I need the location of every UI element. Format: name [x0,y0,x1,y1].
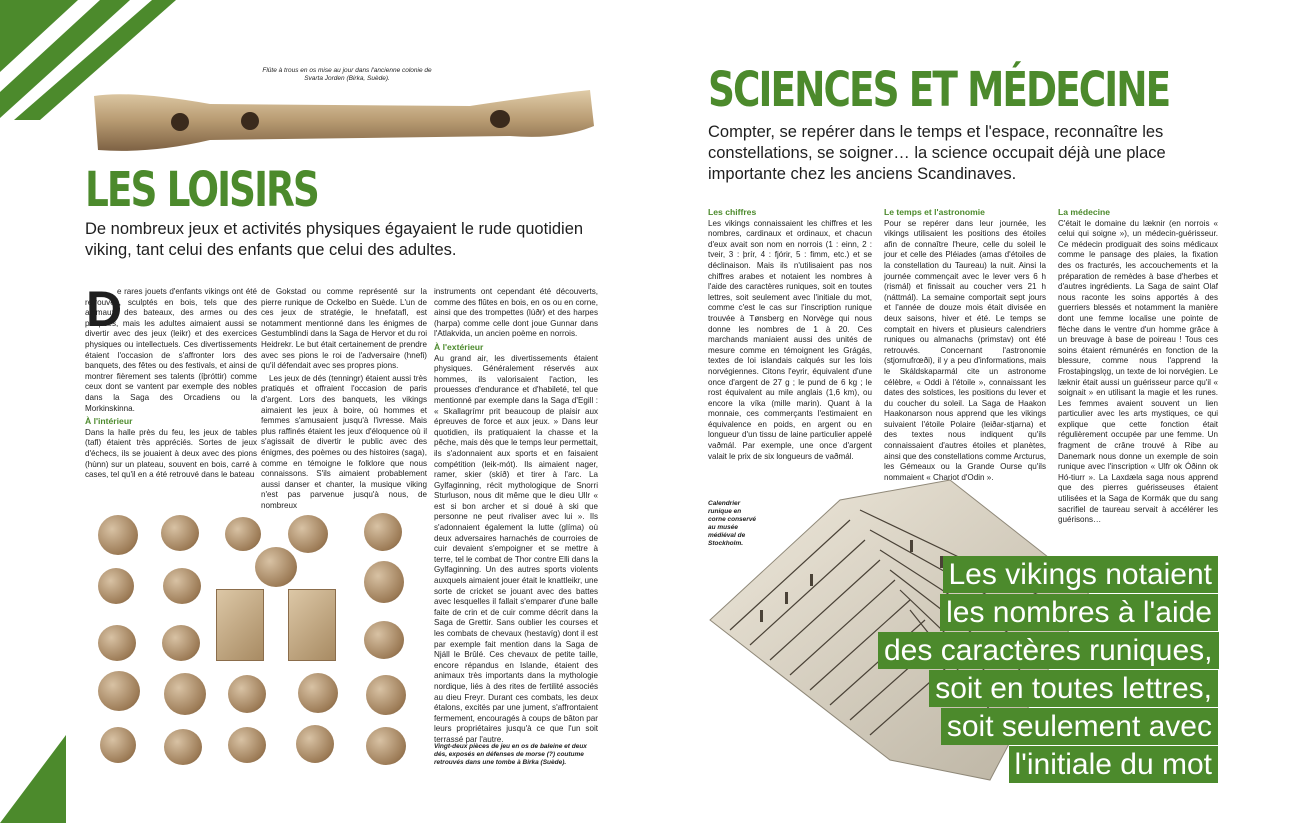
flute-caption: Flûte à trous en os mise au jour dans l'ancienne colonie de Svarta Jorden (Birka, Suède). [262,67,432,82]
bone-flute-image [90,86,595,158]
quote-line-2: les nombres à l'aide [940,594,1218,631]
calendar-caption: Calendrier runique en corne conservé au musée médiéval de Stockholm. [708,500,757,547]
medecine-text: C'était le domaine du læknir (en norrois « celui qui soigne »), un médecin-guérisseur. Ce médecin prodiguait des soins médicaux comme le pansage des plaies, la fixation des os fracturés, les accouchements et la préparation de remèdes à base d'herbes et d'autres ingrédients. La Saga de saint Olaf nous raconte les soins apportés à des guerriers blessés et notamment la manière dont une femme localise une pointe de flèche dans le ventre d'un homme grâce à un breuvage à base de poireau ! Tous ces soins étaient rémunérés en fonction de la blessure, comme nous l'apprend la Frostaþingslǫg, un texte de loi norvégien. Le læknir était aussi un guérisseur parce qu'il « soignait » en utilisant la magie et les runes. Les femmes avaient souvent un lien particulier avec les arts mystiques, ce qui explique que cette fonction était régulièrement occupée par une femme. Un fragment de crâne trouvé à Ribe au Danemark nous donne un exemple de soin runique avec l'inscription « Ulfr ok Óðinn ok Hó-tiurr ». La Laxdæla saga nous apprend que des pierres guérisseuses étaient utilisées et la Saga de Kormák que du sang sacrifiel de taureau servait à accélérer les guérisons… [1058,218,1218,525]
page-corner-decoration [0,735,70,823]
game-pieces-image [88,505,423,770]
chiffres-text: Les vikings connaissaient les chiffres et les nombres, cardinaux et ordinaux, et chacun d'eux avait son nom en norrois (1 : einn, 2 : tveir, 3 : þrír, 4 : fjórir, 5 : fimm, etc.) et se déclinaison. Mais ils n'utilisaient pas nos chiffres arabes et notaient les nombres à l'aide des caractères runiques, soit en toutes lettres, soit seulement avec l'initiale du mot, comme c'est le cas sur l'inscription runique trouvée à Tønsberg en Norvège qui nous donne les nombres de 1 à 20. Ces marchands maniaient aussi des unités de mesure comme en témoignent les Grágás, textes de loi islandais calqués sur les lois norvégiennes. Citons l'eyrir, équivalent d'une once d'argent de 27 g ; le pund de 6 kg ; le rost équivalent au mile anglais (1,6 km), ou encore la víka (mille marin). Quant à la monnaie, ces commerçants l'estimaient en équivalence en poids, en argent ou en longueur d'un tissu de laine particulier appelé vaðmál. Par exemple, une once d'argent valait le prix de six longueurs de vaðmál. [708,218,872,461]
loisirs-title: LES LOISIRS [85,162,318,218]
quote-line-5: soit seulement avec [941,708,1218,745]
quote-line-6: l'initiale du mot [1009,746,1219,783]
chiffres-column [708,205,872,462]
loisirs-col2-para1: de Gokstad ou comme représenté sur la pierre runique de Ockelbo en Suède. L'un de ces jeux de stratégie, le hnefatafl, est notamment mentionné dans les énigmes de Gestumblindi dans la Saga de Hervor et du roi Heidrekr. Le but était certainement de prendre avec ses pions le roi de l'adversaire (hnefi) qu'il défendait avec ses propres pions. [261,287,428,371]
pull-quote [878,556,1218,783]
interieur-subheading: À l'intérieur [85,416,133,427]
temps-text: Pour se repérer dans leur journée, les vikings utilisaient les positions des étoiles afin de connaître l'heure, celle du soleil le jour et celle des Pléiades (amas d'étoiles de la constellation du Taureau) la nuit. Ainsi la journée commençait avec le lever vers 6 h (rismál) et finissait au coucher vers 21 h (náttmál). La semaine comportait sept jours et l'année de douze mois était divisée en deux saisons, hiver et été. Le temps se comptait en hivers et plusieurs calendriers runiques ou almanachs (primstav) ont été retrouvés. Concernant l'astronomie (stjornufrœði), il y a peu d'informations, mais le Skáldskaparmál cite un astronome célèbre, « Oddi à l'étoile », connaissant les dates des solstices, les positions du lever et du coucher du soleil. La Saga de Haakon Haakonarson nous apprend que les vikings suivaient l'étoile Polaire (leiðar-stjarna) et des textes nous indiquent qu'ils connaissaient d'autres étoiles et planètes, ainsi que des constellations comme Arcturus, les Gémeaux ou la Grande Ourse qu'ils nommaient « Chariot d'Odin ». [884,218,1046,482]
loisirs-col1-para1: e rares jouets d'enfants vikings ont été retrouvés, sculptés en bois, tels que des animaux, des bateaux, des armes ou des poupées, mais les adultes aimaient aussi se divertir avec des jeux (leikr) et des exercices physiques ou intellectuels. Ces divertissements étaient l'occasion de s'affronter lors des banquets, des fêtes ou des festivals, et ainsi de montrer fièrement ses talents (íþróttir) comme ceux dont se vantent par exemple des nobles dans la Saga des Orcadiens ou la Morkinskinna. [85,287,257,413]
loisirs-col3-para1: instruments ont cependant été découverts, comme des flûtes en bois, en os ou en corne, ainsi que des trompettes (lúðr) et des harpes (harpa) comme celle dont joue Gunnar dans l'Atlakvida, un ancien poème en norrois. [434,287,598,339]
temps-column [884,205,1046,483]
loisirs-column-1 [85,287,257,481]
loisirs-lead: De nombreux jeux et activités physiques égayaient le rude quotidien viking, tant celui des enfants que celui des adultes. [85,220,584,259]
loisirs-column-3 [434,287,598,746]
quote-line-3: des caractères runiques, [878,632,1219,669]
temps-subheading: Le temps et l'astronomie [884,207,985,217]
exterieur-subheading: À l'extérieur [434,341,484,352]
page-number: 48 [16,758,31,773]
loisirs-col3-para2: Au grand air, les divertissements étaient physiques. Généralement réservés aux hommes, ils valorisaient l'action, les prouesses d'endurance et d'habileté, tel que mentionné par exemple dans la Saga d'Egill : « Skallagrímr prit beaucoup de plaisir aux épreuves de force et aux jeux. » Dans leur quotidien, ils pratiquaient la chasse et la pêche, mais dès que le temps leur permettait, ils s'adonnaient aux sports et en faisaient compétition (leik-mót). Ils aimaient nager, ramer, skier (skíð) et tirer à l'arc. La Gylfaginning, récit mythologique de Snorri Sturluson, nous dit même que le dieu Ullr « est si bon archer et si doué à ski que personne ne peut rivaliser avec lui ». Ils s'adonnaient également la lutte (glíma) où deux adversaires harnachés de courroies de cuir devaient s'empoigner et se mettre à terre, tel le combat de Thor contre Elli dans la Gylfaginning. Un des autres sports violents auxquels aimaient jouer était le knattleikr, une sorte de cricket se jouant avec des battes avec lesquelles il fallait s'emparer d'une balle faite de crin et de cuir comme décrit dans la Saga de Grettir. Sans oublier les courses et les combats de chevaux (hestavíg) dont il est par exemple fait mention dans la Saga de Njáll le Brûlé. Ces chevaux de petite taille, encore répandus en Islande, étaient des animaux très importants dans la mythologie nordique, liés à des rites de fertilité associés au dieu Freyr. Durant ces combats, les deux étalons, excités par une jument, s'affrontaient fermement, encouragés à coups de bâton par leurs propriétaires jusqu'à ce que l'un soit terrassé par l'autre. [434,353,598,744]
pieces-caption: Vingt-deux pièces de jeu en os de baleine et deux dés, exposés en défenses de morse (?) coutume retrouvés dans une tombe à Birka (Suède). [434,743,587,766]
loisirs-col2-para2: Les jeux de dés (tenningr) étaient aussi très pratiqués et offraient l'occasion de paris d'argent. Lors des banquets, les vikings aimaient les jeux à boire, où hommes et femmes s'amusaient jusqu'à l'ivresse. Mais plus raffinés étaient les jeux d'éloquence où il s'agissait de divertir le public avec des énigmes, des poèmes ou des histoires (saga), comme en témoigne le folklore que nous connaissons. S'ils aimaient probablement aussi danser et chanter, la musique viking n'est pas parvenue jusqu'à nous, de nombreux [261,373,427,510]
medecine-subheading: La médecine [1058,207,1111,217]
loisirs-column-2 [261,287,427,511]
loisirs-col1-para2: Dans la halle près du feu, les jeux de tables (tafl) étaient très appréciés. Sortes de jeux d'échecs, ils se jouaient à deux avec des pions (hùnn) sur un plateau, souvent en bois, carré à cases, tel qu'il en a été retrouvé dans le bateau [85,427,257,480]
drop-cap: D [86,281,123,337]
chiffres-subheading: Les chiffres [708,207,757,217]
sciences-lead: Compter, se repérer dans le temps et l'espace, reconnaître les constellations, se soigner… la science occupait déjà une place importante chez les anciens Scandinaves. [708,123,1166,183]
quote-line-4: soit en toutes lettres, [929,670,1218,707]
sciences-title: SCIENCES ET MÉDECINE [708,62,1170,118]
quote-line-1: Les vikings notaient [943,556,1219,593]
